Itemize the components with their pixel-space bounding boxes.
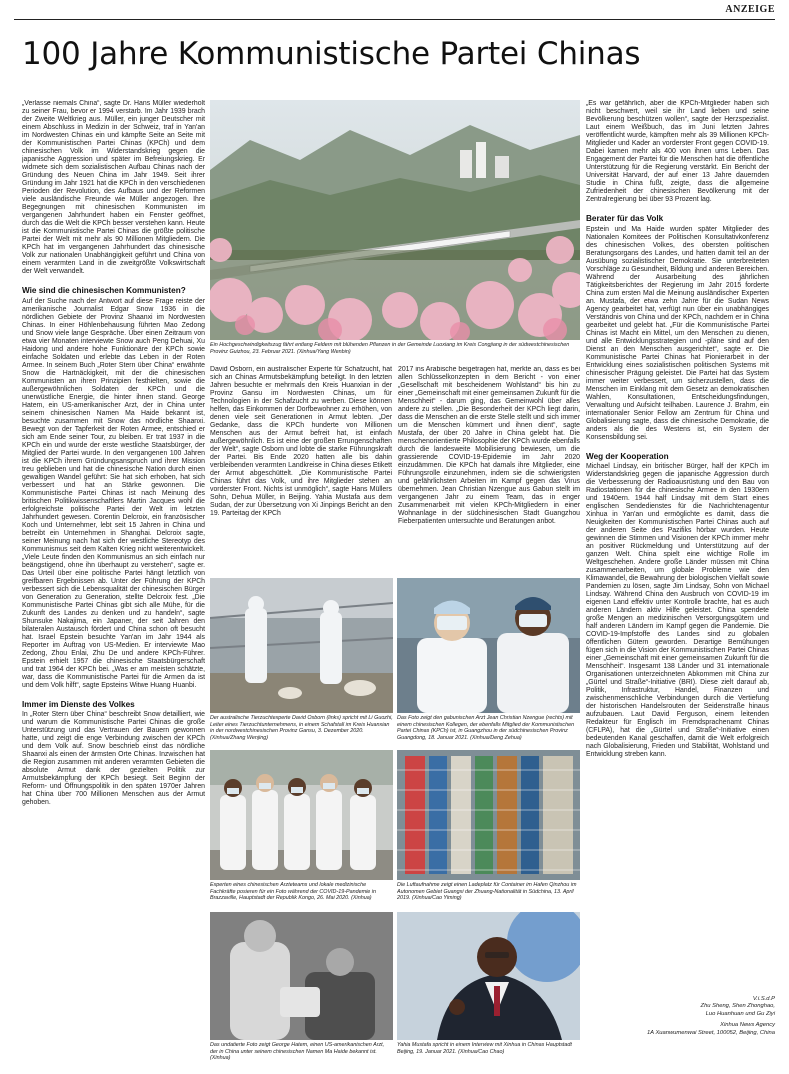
imprint-vsdp: V.i.S.d.P [752,996,775,1002]
caption-port: Die Luftaufnahme zeigt einen Ladeplatz für Container im Hafen Qinzhou im Autonomen Gebiet Guangxi der Zhuang-Nationalität in Südchina, 13. April 2019. (Xinhua/Cao Yiming) [397,882,577,902]
paragraph-advisers: Epstein und Ma Haide wurden später Mitglieder des Nationalen Komitees der Politischen Konsultativkonferenz des chinesischen Volkes, des obersten politischen Beratungsorgans des Landes, und hatten damit teil an der Ausübung sozialistischer Demokratie. Sie unterbreiteten Vorschläge zu Gesundheit, Bildung und anderen Bereichen. Während der Ausarbeitung des jährlichen Tätigkeitsberichtes der Regierung im Jahr 2015 forderte China zum ersten Mal die Meinung ausländischer Experten an. Mustafa, der etwa zehn Jahre für die Sudan News Agency gearbeitet hat, verfügt nun über ein unabhängiges Verständnis von China und der KPCh, nachdem er in China gearbeitet und gelebt hat. „Für die Kommunistische Partei Chinas ist Macht ein Mittel, um den Menschen zu dienen, und alle Entwicklungsstrategien und -pläne sind auf den Dienst an den Menschen ausgerichtet“, sagte er. Die Kommunistische Partei Chinas hat Pionierarbeit in der Entwicklung eines sozialistischen politischen Systems mit chinesischer Prägung geleistet. Die Partei hat das System immer weiter verbessert, um sicherzustellen, dass die Menschen im Einklang mit dem Gesetz an demokratischen Wahlen, Konsultationen, Entscheidungsfindungen, Verwaltung und Aufsicht teilhaben. Laurence J. Brahm, ein internationaler Senior Fellow am Zentrum für China und Globalisierung sagte, dass die chinesische Demokratie, die anders als die des Westens ist, ein System der Konsensbildung sei. [586,225,769,441]
imprint-authors-1: Zhu Sheng, Shen Zhonghao, [700,1003,775,1010]
caption-osborn: Der australische Tierzuchtexperte David Osborn (links) spricht mit Li Guozhi, Leiter eines Tierzuchtunternehmens, in einem Schafstall im Kreis Huanxian in der nordwestchinesischen Provinz Gansu, 3. Dezember 2020. (Xinhua/Zhang Wenjing) [210,715,393,741]
imprint-address: 1A Xuanwumenwai Street, 100052, Beijing, China [646,1029,775,1036]
imprint-authors-2: Luo Huanhuan und Gu Ziyi [705,1010,775,1017]
top-rule [14,19,775,20]
subheading-serving-people: Immer im Dienste des Volkes [22,699,135,709]
paragraph-covid-members: „Es war gefährlich, aber die KPCh-Mitglieder haben sich nicht beschwert, weil sie ihr Land lieben und seine Bevölkerung beschützen wollen“, sagte der Herzspezialist. Laut einem Weißbuch, das im Juni letzten Jahres veröffentlicht wurde, kämpften mehr als 39 Millionen KPCh-Mitglieder und Kader an vorderster Front gegen COVID-19. Dabei kamen mehr als 400 von ihnen ums Leben. Das Engagement der Partei für die Menschen hat die öffentliche Unterstützung für die Regierung verstärkt. Ein Bericht der Universität Harvard, der auf einer 13 Jahre dauernden Studie in China fußt, zeigte, dass die allgemeine Zufriedenheit der chinesischen Bevölkerung mit der Zentralregierung bei über 93 Prozent lag. [586,100,769,203]
paragraph-poverty: In „Roter Stern über China“ beschreibt Snow detailliert, wie und warum die Kommunistische Partei Chinas die große Unterstützung und das Vertrauen der Bauern gewonnen hatte, und zeigt die enge Verbindung zwischen der KPCh und dem Volk auf. Snow beschrieb einst das nördliche Shaanxi als einen der ärmsten Orte Chinas. Inzwischen hat die Region zusammen mit anderen verarmten Gebieten die absolute Armut dank der gezielten Politik zur Armutsbekämpfung der KPCh besiegt. Seit Beginn der Reform- und Öffnungspolitik in den späten 1970er Jahren hat China über 700 Millionen Menschen aus der Armut gehoben. [22,711,205,806]
intro-paragraph: „Verlasse niemals China“, sagte Dr. Hans Müller wiederholt zu seiner Frau, bevor er 1994 verstarb. Im Jahr 1939 brach der Zweite Weltkrieg aus. Müller, ein junger Deutscher mit einem Abschluss in Medizin in der Schweiz, traf in Yan'an im Nordwesten Chinas ein und kämpfte Seite an Seite mit der Kommunistischen Partei Chinas (KPCh) und dem chinesischen Volk im Widerstandskrieg gegen die japanische Aggression und später im Befreiungskrieg. Er widmete sich dem sozialistischen Aufbau Chinas nach der Gründung des Neuen China im Jahr 1949. Seit ihrer Gründung im Jahr 1921 hat die KPCh in den verschiedenen Perioden der Revolution, des Aufbaus und der Reformen viele ausländische Freunde wie Müller angezogen. Ihre Begegnungen mit chinesischen Kommunisten im vergangenen Jahrhundert haben ein Fenster geöffnet, durch das die Welt die KPCh besser verstehen kann. Heute ist die Kommunistische Partei Chinas die größte politische Partei der Welt mit mehr als 90 Millionen Mitgliedern. Die KPCh hat im vergangenen Jahrhundert das chinesische Volk zur nationalen Unabhängigkeit geführt und China von einem verarmten Land in die zweitgrößte Volkswirtschaft der Welt verwandelt. [22,100,205,275]
subheading-cooperation: Weg der Kooperation [586,451,669,461]
subheading-advisers: Berater für das Volk [586,214,664,223]
caption-congo-team: Experten eines chinesischen Ärzteteams und lokale medizinische Fachkräfte posieren für ein Foto während der COVID-19-Pandemie in Brazzaville, Hauptstadt der Republik Kongo, 26. Mai 2020. (Xinhua) [210,882,376,902]
photo-george-hatem [210,912,393,1040]
photo-yahia-mustafa [397,912,580,1040]
photo-nzengue-doctor [397,578,580,713]
photo-train-blossoms [210,100,580,340]
ad-tag: ANZEIGE [725,4,775,15]
column-mid-b [398,366,580,576]
paragraph-snow: Auf der Suche nach der Antwort auf diese Frage reiste der amerikanische Journalist Edgar Snow 1936 in die nördlichen Gebiete der Provinz Shaanxi im Nordwesten Chinas. In einer Höhlenbehausung führten Mao Zedong und Snow viele lange Gespräche. Über einen Zeitraum von etwa vier Monaten interviewte Snow auch Peng Dehuai, Xu Haidong und andere hohe Funktionäre der KPCh sowie einfache Soldaten und erlebte das Leben in der Roten Armee. In seinem Buch „Roter Stern über China“ erwähnte Snow die Hartnäckigkeit, mit der die chinesischen Kommunisten an ihren Prinzipien festhielten, sowie die außergewöhnlichen Soldaten der KPCh und die unerwüstliche Energie, die hinter ihnen stand. George Hatem, ein US-amerikanischer Arzt, der in China unter seinem chinesischen Namen Ma Haide bekannt ist, besuchte zusammen mit Snow das nördliche Shaanxi. Bewegt von der Tapferkeit der Roten Armee, entschied er sich am Ende seiner Tour, zu bleiben. Er trat 1937 in die KPCh ein und wurde der erste westliche Staatsbürger, der Mitglied der Partei wurde. In den vergangenen 100 Jahren ist die KPCh ihrem Gründungsanspruch und ihrer Mission treu geblieben und hat die chinesische Nation durch einen gewaltigen Wandel geführt: Sie hat sich erhoben, hat sich verbessert und hat an Stärke gewonnen. Die Kommunistische Partei Chinas ist nach Meinung des britischen Politikwissenschaftlers Martin Jacques wohl die erfolgreichste politische Partei der Welt im letzten Jahrhundert gewesen. Corentin Delcroix, ein französischer Koch und Unternehmer, lebt seit 15 Jahren in China und betreibt ein Unternehmen in Shanghai. Delcroix sagte, seiner Meinung nach hat sich der westliche Stereotyp des Kommunismus seit dem Kalten Krieg nicht weiterentwickelt. „Viele Leute finden den Kommunismus an sich einfach nur beängstigend, ohne ihn überhaupt zu verstehen“, sagte er. Das Urteil über eine politische Partei hängt letztlich von greifbaren Ergebnissen ab. Unter der Führung der KPCh verbessert sich die Lebensqualität der chinesischen Bürger von Generation zu Generation, stellte Delcroix fest. „Die Kommunistische Partei Chinas gibt sich alle Mühe, für die Zukunft des Landes zu denken und zu handeln“, sagte Shunsuke Nakajima, ein Japaner, der seit Jahren den bilateralen Austausch fördert und China schon oft besucht hat. Israel Epstein besuchte Yan'an im Jahr 1944 als Reporter im Auftrag von US-Medien. Er interviewte Mao Zedong, Zhou Enlai, Zhu De und andere KPCh-Führer. Epstein erhielt 1957 die chinesische Staatsbürgerschaft und trat 1964 der KPCh bei. „Was er am meisten schätzte, war, dass die Kommunistische Partei für die Armen da ist und dem Volk hilft“, sagte Epsteins Witwe Huang Huanbi. [22,297,205,689]
page-title: 100 Jahre Kommunistische Partei Chinas [22,36,641,72]
subheading-who-are-communists: Wie sind die chinesischen Kommunisten? [22,286,186,295]
caption-hatem: Das undatierte Foto zeigt George Hatem, einen US-amerikanischen Arzt, der in China unter seinem chinesischen Namen Ma Haide bekannt ist. (Xinhua) [210,1042,385,1062]
imprint-agency: Xinhua News Agency [720,1022,775,1029]
paragraph-mustafa: 2017 ins Arabische beigetragen hat, merkte an, dass es bei allen Schlüsselkonzepten in dem Bericht - von einer „Gesellschaft mit bescheidenem Wohlstand“ bis hin zu einer „Gemeinschaft mit einer gemeinsamen Zukunft für die Menschheit“ - darum ging, das Gemeinwohl über alles andere zu stellen. „Die Besonderheit der KPCh liegt darin, dass die Menschen an die erste Stelle stellt und sich immer um die Menschen kümmert und ihnen dient“, sagte Mustafa, der über 20 Jahre in China gelebt hat. Die menschenorientierte Philosophie der KPCh wurde ebenfalls durch die landesweite Mobilisierung bewiesen, um die grassierende COVID-19-Epidemie im Jahr 2020 einzudämmen. Die KPCh hat damals ihre Mitglieder, eine Führungsrolle einzunehmen, indem sie die schwierigsten und gefährlichsten Arbeiten im Kampf gegen das Virus übernehmen. Jean Christian Nzengue aus Gabun stellt im vergangenen Jahr zu einem Team, das in enger Zusammenarbeit mit vielen KPCh-Mitgliedern in einer Wohnanlage in der südchinesischen Stadt Guangzhou Fieberpatienten untersuchte und Beratungen anbot. [398,366,580,525]
column-left [22,100,205,1068]
column-mid-a [210,366,392,576]
caption-nzengue: Das Foto zeigt den gabunischen Arzt Jean Christian Nzengue (rechts) mit einem chinesischen Kollegen, der ebenfalls Mitglied der Kommunistischen Partei Chinas (KPCh) ist, in Guangzhou in der südchinesischen Provinz Guangdong, 18. Januar 2021. (Xinhua/Deng Zehua) [397,715,575,741]
caption-main-photo: Ein Hochgeschwindigkeitszug fährt entlang Feldern mit blühenden Pflanzen in der Gemeinde Luoxiang im Kreis Congjiang in der südwestchinesischen Provinz Guizhou, 23. Februar 2021. (Xinhua/Yang Wenbin) [210,342,570,355]
photo-container-port [397,750,580,880]
imprint-block [592,996,775,1037]
photo-medical-team-congo [210,750,393,880]
column-right [586,100,769,988]
caption-mustafa: Yahia Mustafa spricht in einem Interview mit Xinhua in Chinas Hauptstadt Beijing, 19. Januar 2021. (Xinhua/Cao Chao) [397,1042,572,1055]
photo-osborn-sheep [210,578,393,713]
paragraph-osborn: David Osborn, ein australischer Experte für Schafzucht, hat sich an Chinas Armutsbekämpfung beteiligt. In den letzten Jahren besuchte er mehrmals den Kreis Huanxian in der Provinz Gansu im Nordwesten Chinas, um für Technologien in der Schafzucht zu werben. Diese können helfen, das Einkommen der Dorfbewohner zu erhöhen, von denen viele seit Generationen in Armut lebten. „Der Gedanke, dass die KPCh hunderte von Millionen Menschen aus der Armut befreit hat, ist einfach außergewöhnlich. Es ist eine der großen Errungenschaften der Welt“, sagte Osborn und lobte die starke Führungskraft der Partei. Bis Ende 2020 hatten alle bis dahin verbleibenden verarmten Landkreise in China dieses Etikett der Armut abgeschüttelt. „Die Kommunistische Partei Chinas führt das Volk, und ihre Mitglieder stehen an vorderster Front. Nichts ist unmöglich“, sagte Hans Müllers Sohn, Dehua Müller, in Beijing. Yahia Mustafa aus dem Sudan, der zur Übersetzung von Xi Jinpings Bericht an den 19. Parteitag der KPCh [210,366,392,517]
paragraph-cooperation: Michael Lindsay, ein britischer Bürger, half der KPCh im Widerstandskrieg gegen die japanische Aggression durch die Verbesserung der Radioausrüstung und den Bau von Radiostationen für die chinesische Armee in den 1930ern und 1940ern. 1944 half Lindsay mit dem Start eines englischen Sendedienstes für die Nachrichtenagentur Xinhua in Yan'an und ermöglichte es damit, dass die Neuigkeiten der Kommunistischen Partei Chinas auch auf der anderen Seite des Pazifiks hörbar wurden. Heute gewinnen die Stimmen und Visionen der KPCh immer mehr an positiver Rückmeldung und Unterstützung auf der ganzen Welt. China spielt eine wichtige Rolle im Weltgeschehen. Andere große Länder müssen mit China zusammenarbeiten, um globale Probleme wie den Klimawandel, die Bewahrung der biologischen Vielfalt sowie Pandemien zu lösen, sagte Jim Lindsay, Sohn von Michael Lindsay. Während China den Ausbruch von COVID-19 im eigenen Land effektiv unter Kontrolle brachte, hat es auch anderen Ländern aktiv Hilfe geleistet. China spendete große Mengen an medizinischen Versorgungsgütern und half anderen Ländern im Kampf gegen die Pandemie. Die COVID-19-Impfstoffe des Landes sind zu globalen öffentlichen Gütern geworden. Derartige Bemühungen fügen sich in die Vision der Kommunistischen Partei Chinas einer „Gemeinschaft mit einer gemeinsamen Zukunft für die Menschheit“. Insgesamt 138 Länder und 31 internationale Organisationen unterzeichneten Abkommen mit China zur „Gürtel und Straße“-Initiative (BRI). Diese zielt darauf ab, Politik, Infrastruktur, Handel, Finanzen und zwischenmenschliche Verbindungen durch die Vertiefung der historischen Handelsrouten der Seidenstraße hinaus aufzubauen. Laut David Ferguson, einem leitenden Redakteur für Englisch im Fremdsprachenamt Chinas (CFLPA), hat die „Gürtel und Straße“-Initiative einen bedeutenden Kanal geschaffen, damit die Welt erfolgreich nach Globalisierung, Frieden und Stabilität, Wohlstand und Entwicklung streben kann. [586,463,769,758]
